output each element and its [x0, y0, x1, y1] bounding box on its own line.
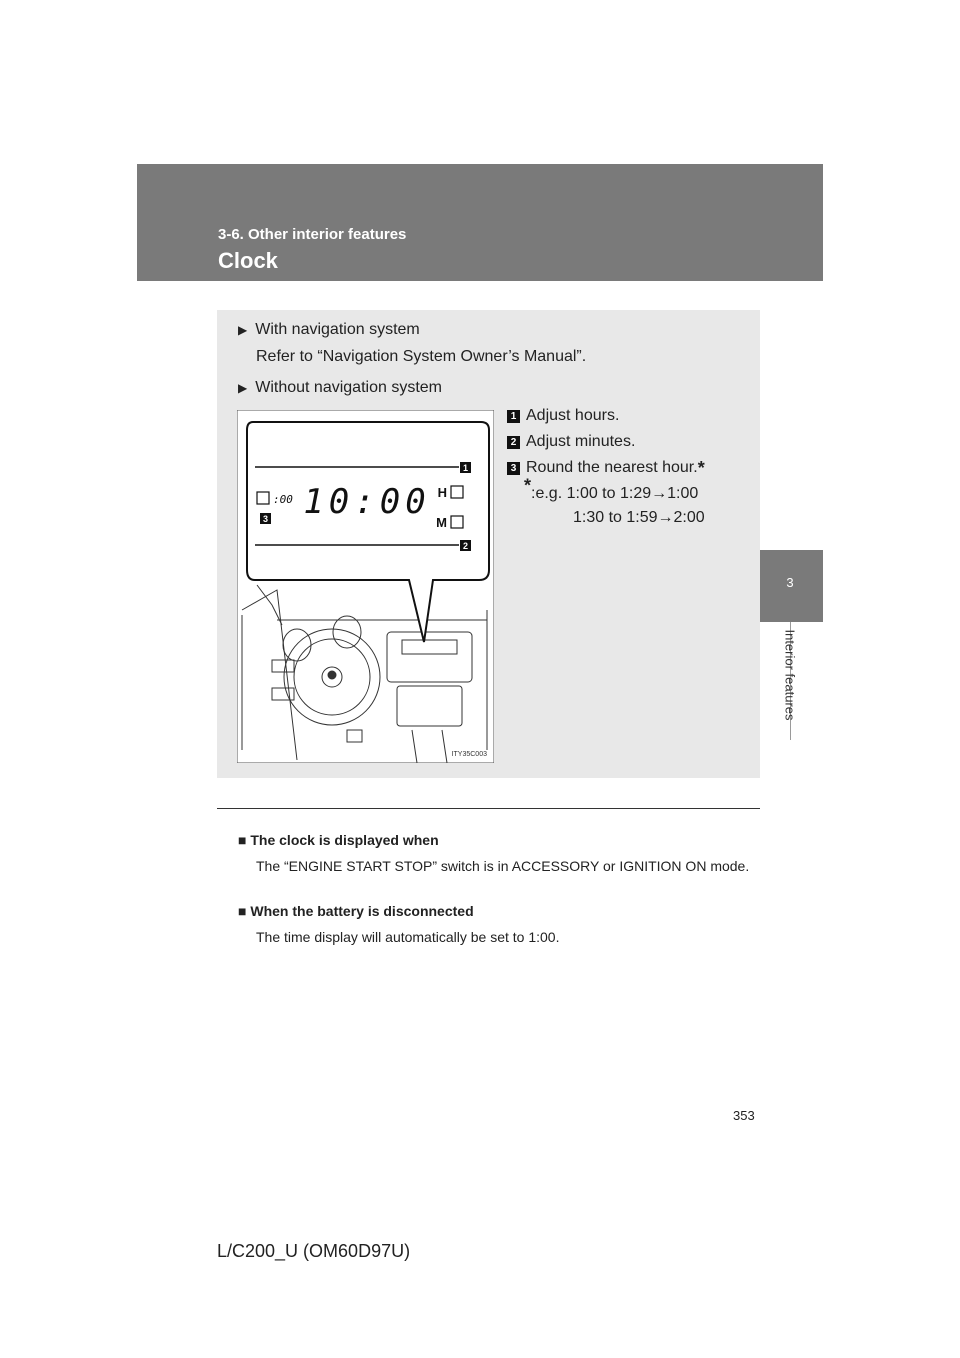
- svg-text:1: 1: [462, 463, 469, 473]
- minute-label: M: [436, 515, 447, 530]
- note-heading-text: The clock is displayed when: [250, 832, 439, 848]
- section-rule: [217, 808, 760, 809]
- with-nav-note: Refer to “Navigation System Owner’s Manual”.: [256, 348, 587, 365]
- triangle-bullet-icon: ▶: [238, 381, 248, 395]
- rounding-note-line1: :e.g. 1:00 to 1:29→1:00: [531, 485, 699, 502]
- svg-text:2: 2: [462, 541, 469, 551]
- svg-text:3: 3: [262, 514, 269, 524]
- image-code: ITY35C003: [451, 751, 487, 758]
- small-time-readout: :00: [273, 493, 293, 506]
- step-badge: 3: [507, 462, 520, 475]
- step-label: Adjust hours.: [526, 407, 620, 424]
- page-number: 353: [733, 1108, 755, 1123]
- rounding-note-line2: 1:30 to 1:59→2:00: [573, 509, 705, 526]
- section-label: 3-6. Other interior features: [218, 226, 407, 243]
- footer-code: L/C200_U (OM60D97U): [217, 1241, 411, 1261]
- step-label: Round the nearest hour.: [526, 459, 698, 476]
- with-nav-label: With navigation system: [255, 321, 420, 338]
- note-heading-text: When the battery is disconnected: [250, 903, 474, 919]
- note-heading-1: ■ The clock is displayed when: [238, 832, 439, 848]
- step-1: [507, 407, 619, 425]
- hour-label: H: [437, 485, 447, 500]
- step-label: Adjust minutes.: [526, 433, 636, 450]
- note-body-2: The time display will automatically be set to 1:00.: [256, 929, 560, 945]
- step-3: 3 Round the nearest hour. *: [507, 459, 705, 477]
- without-nav-item: [238, 379, 442, 397]
- side-tab-number: 3: [786, 575, 794, 590]
- step-badge: 1: [507, 410, 520, 423]
- side-tab-label: Interior features: [782, 629, 798, 721]
- rounding-note: [524, 475, 699, 503]
- without-nav-label: Without navigation system: [255, 379, 442, 396]
- triangle-bullet-icon: ▶: [238, 323, 248, 337]
- with-nav-item: [238, 321, 420, 339]
- asterisk-mark: *: [524, 475, 532, 496]
- note-heading-2: ■ When the battery is disconnected: [238, 903, 474, 919]
- step-2: [507, 433, 635, 451]
- step-badge: 2: [507, 436, 520, 449]
- clock-illustration: [237, 410, 494, 763]
- page-title: Clock: [218, 248, 278, 273]
- clock-time-readout: 10:00: [303, 482, 431, 522]
- note-body-1: The “ENGINE START STOP” switch is in ACCESSORY or IGNITION ON mode.: [256, 858, 750, 874]
